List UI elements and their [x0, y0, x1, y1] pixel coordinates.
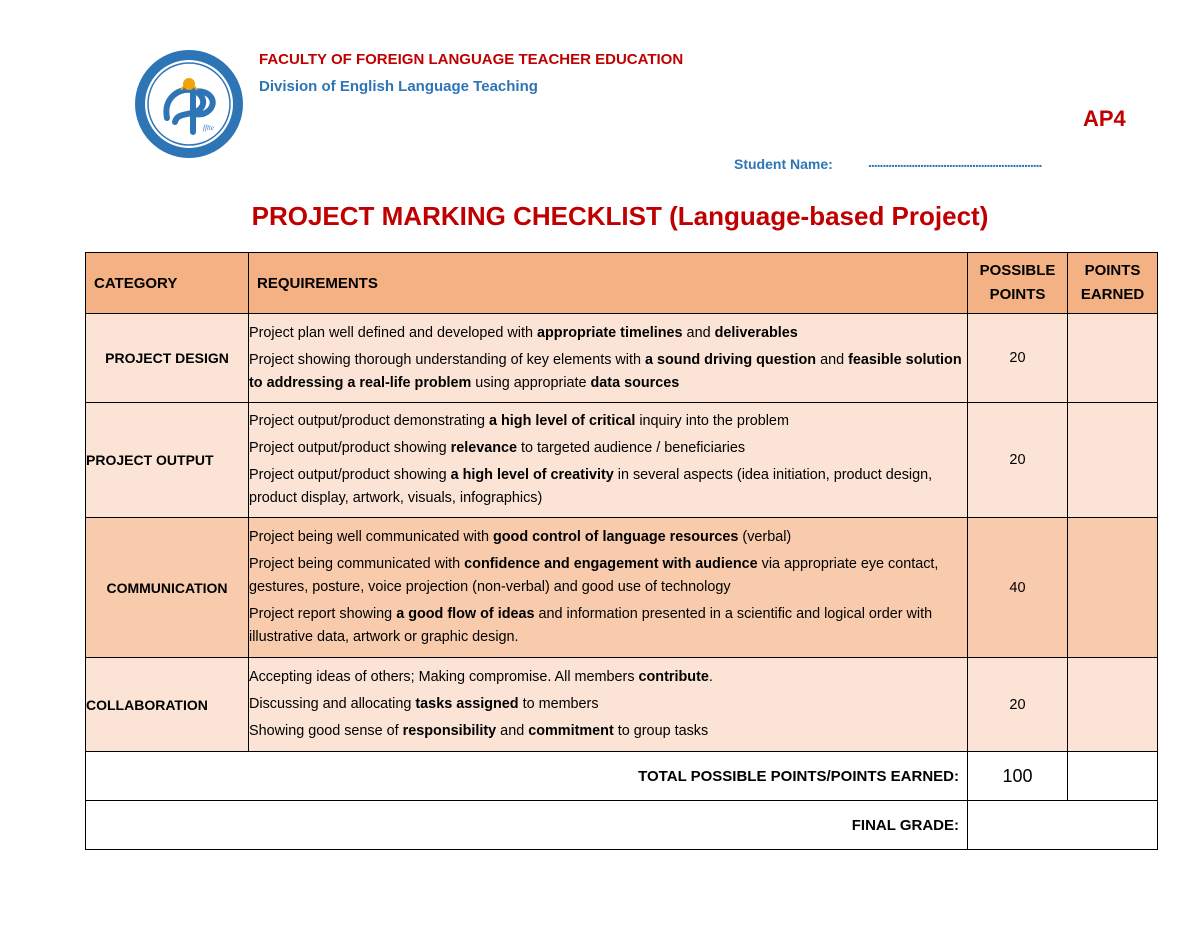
- table-row: [86, 658, 1158, 752]
- requirement-item: Project output/product demonstrating a high level of critical inquiry into the problem: [249, 413, 789, 429]
- student-name-field[interactable]: ............................................................: [868, 154, 1042, 170]
- page-title: PROJECT MARKING CHECKLIST (Language-based Project): [251, 201, 989, 231]
- requirement-item: Project plan well defined and developed with appropriate timelines and deliverables: [249, 324, 798, 341]
- header-possible-line2: POINTS: [989, 286, 1046, 303]
- possible-points-cell: 20: [968, 403, 1068, 518]
- category-cell: COMMUNICATION: [86, 518, 249, 658]
- header-earned-line2: EARNED: [1080, 286, 1145, 303]
- requirements-cell: [249, 314, 968, 403]
- category-cell: PROJECT OUTPUT: [86, 403, 249, 518]
- requirement-item: Accepting ideas of others; Making compromise. All members contribute.: [249, 669, 713, 685]
- requirement-item: Project showing thorough understanding of key elements with a sound driving question and feasible solution to addressing a real-life problem using appropriate data sources: [249, 351, 962, 391]
- requirements-cell: [249, 658, 968, 752]
- header-earned-line1: POINTS: [1084, 262, 1141, 279]
- possible-points-cell: 20: [968, 658, 1068, 752]
- division-name: Division of English Language Teaching: [259, 78, 538, 95]
- possible-points-cell: 40: [968, 518, 1068, 658]
- table-row: [86, 518, 1158, 658]
- requirements-cell: [249, 518, 968, 658]
- final-grade-row: [86, 801, 1158, 850]
- header-requirements: REQUIREMENTS: [249, 253, 968, 314]
- requirements-cell: [249, 403, 968, 518]
- category-cell: COLLABORATION: [86, 658, 249, 752]
- header-possible-points: [968, 253, 1068, 314]
- marking-checklist-table: [85, 252, 1158, 850]
- points-earned-cell[interactable]: [1068, 658, 1158, 752]
- requirement-item: Project being communicated with confidence and engagement with audience via appropriate eye contact, gestures, posture, voice projection (non-verbal) and good use of technology: [249, 556, 939, 595]
- header-category: CATEGORY: [86, 253, 249, 314]
- final-grade-label: FINAL GRADE:: [86, 801, 968, 850]
- header-points-earned: [1068, 253, 1158, 314]
- requirement-item: Project report showing a good flow of ideas and information presented in a scientific and logical order with illustrative data, artwork or graphic design.: [249, 606, 933, 645]
- faculty-logo: [133, 48, 245, 160]
- header-possible-line1: POSSIBLE: [979, 262, 1056, 279]
- final-grade-cell[interactable]: [968, 801, 1158, 850]
- total-earned-cell[interactable]: [1068, 752, 1158, 801]
- total-row: [86, 752, 1158, 801]
- points-earned-cell[interactable]: [1068, 314, 1158, 403]
- category-cell: PROJECT DESIGN: [86, 314, 249, 403]
- table-row: [86, 314, 1158, 403]
- table-header-row: [86, 253, 1158, 314]
- points-earned-cell[interactable]: [1068, 518, 1158, 658]
- document-code: AP4: [1083, 106, 1126, 131]
- total-possible-value: 100: [968, 752, 1068, 801]
- possible-points-cell: 20: [968, 314, 1068, 403]
- table-row: [86, 403, 1158, 518]
- requirement-item: Discussing and allocating tasks assigned to members: [249, 696, 599, 712]
- total-label: TOTAL POSSIBLE POINTS/POINTS EARNED:: [86, 752, 968, 801]
- logo-mark: fflte: [203, 124, 214, 132]
- points-earned-cell[interactable]: [1068, 403, 1158, 518]
- faculty-name: FACULTY OF FOREIGN LANGUAGE TEACHER EDUCATION: [259, 51, 684, 68]
- requirement-item: Project output/product showing a high level of creativity in several aspects (idea initiation, product design, product display, artwork, visuals, infographics): [249, 467, 933, 506]
- student-name-label: Student Name:: [734, 156, 833, 172]
- requirement-item: Project output/product showing relevance to targeted audience / beneficiaries: [249, 440, 746, 456]
- requirement-item: Showing good sense of responsibility and commitment to group tasks: [249, 723, 709, 739]
- requirement-item: Project being well communicated with good control of language resources (verbal): [249, 529, 792, 545]
